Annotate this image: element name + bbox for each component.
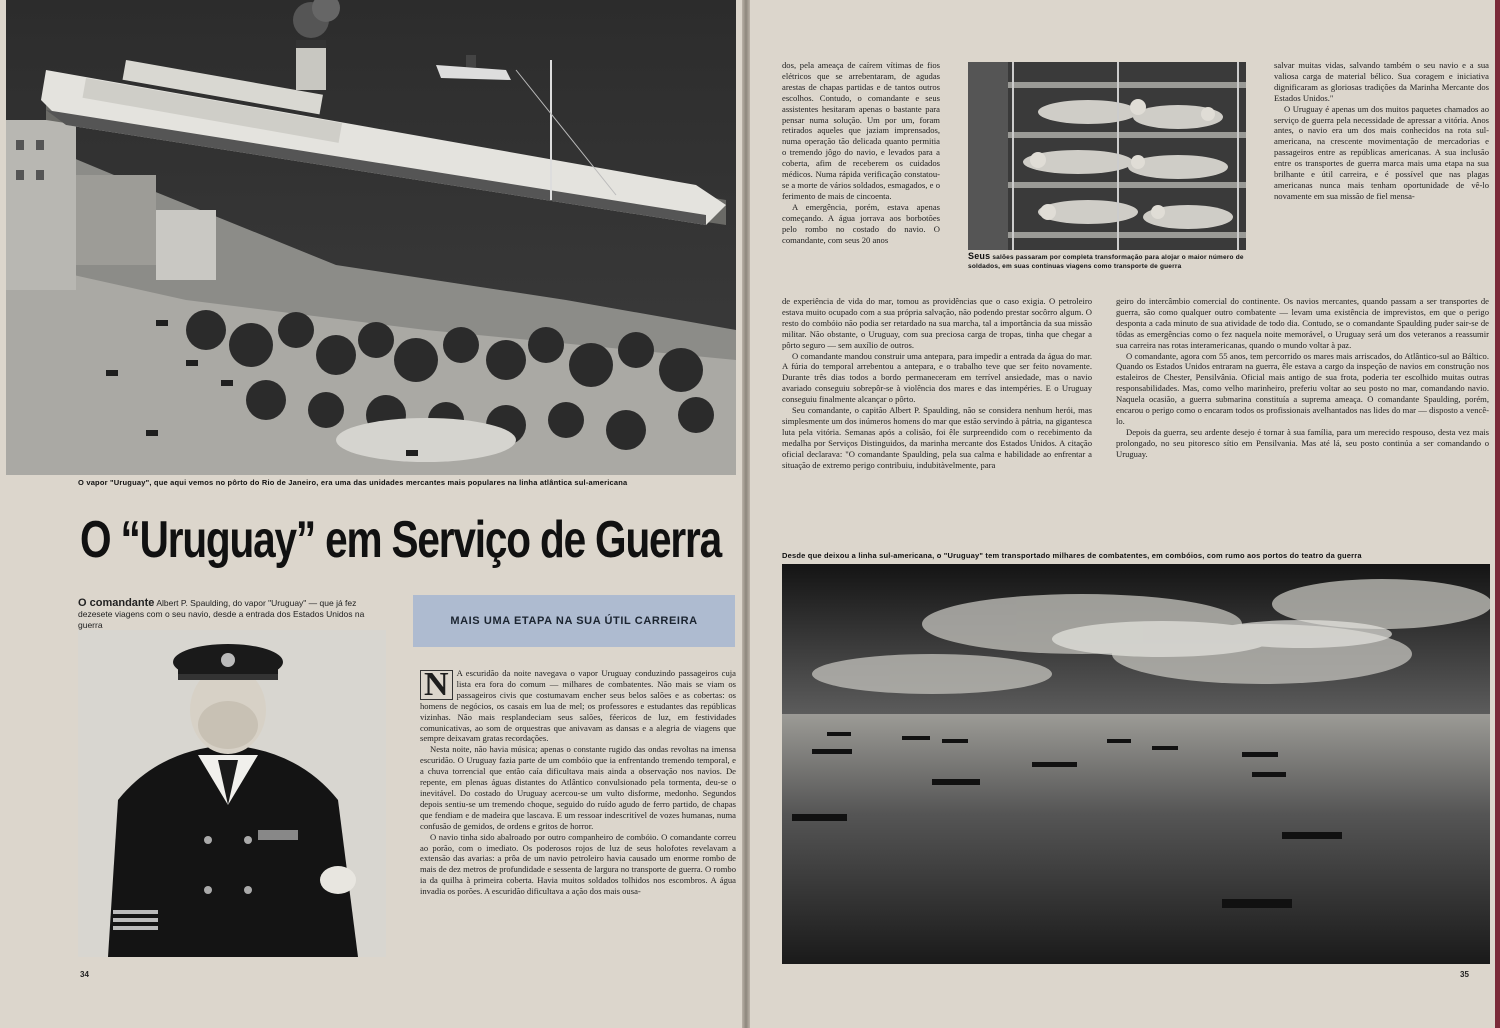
section-subhead: MAIS UMA ETAPA NA SUA ÚTIL CARREIRA — [450, 615, 698, 627]
article-column-right-lower: geiro do intercâmbio comercial do continente. Os navios mercantes, quando passam a ser transportes de guerra, são como qualquer outro combatente — levam uma existência de imprevistos, em que o perigo desponta a cada minuto de sua atividade de todo dia. Contudo, se o comandante Spaulding puder sair-se de tôdas as emergências como o fez naquela noite memorável, o Uruguay será um dos veteranos a reassumir sua carreira nas rotas interamericanas, quando o mundo voltar à paz. O comandante, agora com 55 anos, tem percorrido os mares mais arriscados, do Atlântico-sul ao Báltico. Quando os Estados Unidos entraram na guerra, êle estava a cargo da inspeção de navios em construção nos estaleiros de Chester, Pensilvânia. Oficial mais antigo de sua frota, poderia ter escolhido muitas outras responsabilidades. Mas, como velho marinheiro, preferiu voltar ao seu posto no mar, comandando navio. Naquela ocasião, a guerra submarina constituía a suprema ameaça. O comandante Spaulding, porém, encarou o perigo como o encaram todos os profissionais avelhantados nas lides do mar — disposto a vencê-lo. Depois da guerra, seu ardente desejo é tornar à sua família, para um merecido respouso, desta vez mais prolongado, no seu pitoresco sítio em Pensilvania. Mas até lá, seu posto continúa a ser comandando o Uruguay. — [1116, 296, 1489, 459]
portrait-caption — [78, 598, 388, 631]
article-column-right-upper: salvar muitas vidas, salvando também o seu navio e a sua valiosa carga de material bélico. Sua coragem e iniciativa dignificaram as gloriosas tradições da Marinha Mercante dos Estados Unidos." O Uruguay é apenas um dos muitos paquetes chamados ao serviço de guerra pela necessidade de apressar a vitória. Anos antes, o navio era um dos mais conhecidos na rota sul-americana, na crescente movimentação de mercadorias e passageiros entre as repúblicas americanas. A sua inclusão entre os transportes de guerra marca mais uma etapa na sua brilhante e útil carreira, e é possível que nas plagas americanas nunca mais tenham oportunidade de vê-lo novamente em sua missão de fiel mensa- — [1274, 60, 1489, 201]
top-photo-caption: O vapor "Uruguay", que aqui vemos no pôrto do Rio de Janeiro, era uma das unidades mercantes mais populares na linha atlântica sul-americana — [78, 478, 628, 487]
article-paragraph: Nesta noite, não havia música; apenas o constante rugido das ondas revoltas na imensa escuridão. O Uruguay fazia parte de um combóio que ia enfrentando tremendo temporal, e a chuva torrencial que então caía dificultava mais ainda a observação nos navios. De repente, em plenas águas distantes do Atlântico convulsionado pela tormenta, deu-se o inevitável. Do costado do Uruguay acercou-se um vulto disforme, medonho. Segundos depois sentiu-se um tremendo choque, seguido do ruído agudo de ferro partido, de chapas que fendiam e de madeira que lascava. E um ressoar indescritível de vozes humanas, numa confusão de gemidos, de ordens e gritos de horror. — [420, 744, 736, 831]
page-number-left: 34 — [80, 970, 89, 979]
bunks-caption-text: salões passaram por completa transformação para alojar o maior número de soldados, em suas contínuas viagens como transporte de guerra — [968, 254, 1244, 270]
portrait-caption-text: Albert P. Spaulding, do vapor "Uruguay" — que já fez dezesete viagens com o seu navio, desde a entrada dos Estados Unidos na guerra — [78, 598, 365, 630]
book-gutter — [742, 0, 750, 1028]
troop-bunks-photo — [968, 62, 1246, 250]
bunks-photo-caption — [968, 252, 1248, 271]
drop-cap: N — [420, 670, 453, 700]
article-headline: O “Uruguay” em Serviço de Guerra — [80, 511, 722, 569]
page-number-right: 35 — [1460, 970, 1469, 979]
section-subhead-box — [413, 595, 735, 647]
article-paragraph: N A escuridão da noite navegava o vapor Uruguay conduzindo passageiros cuja lista era fora do comum — milhares de combatentes. Não mais se viam os passageiros civis que costumavam encher seus belos salões e as cobertas: os homens de negócios, os casais em lua de mel; os professores e estudantes das repúblicas vizinhas. Não mais resplandeciam seus salões, féericos de luz, em festividades comunicativas, ao som de orquestras que anivavam as dansas e a alegria de viagens que sempre deixavam gratas recordações. — [420, 668, 736, 744]
article-column-center: de experiência de vida do mar, tomou as providências que o caso exigia. O petroleiro estava muito ocupado com a sua própria salvação, não podendo prestar socôrro algum. O resto do combóio não podia ser retardado na sua marcha, tal a importância da sua missão militar. Não obstante, o Uruguay, com sua preciosa carga de tropas, tinha que chegar a pôrto seguro — sem auxílio de outros. O comandante mandou construir uma antepara, para impedir a entrada da água do mar. A fúria do temporal arrebentou a antepara, e o trabalho teve que ser feito novamente. Durante três dias todos a bordo permaneceram em terrível ansiedade, mas o navio avariado conseguiu sobrepôr-se à violência dos mares e das intempéries. E o Uruguay conseguiu finalmente alcançar o pôrto. Seu comandante, o capitão Albert P. Spaulding, não se considera nenhum herói, mas simplesmente um dos inúmeros homens do mar que estão servindo à pátria, na gigantesca luta pela vitória. Semanas após a colisão, foi êle surpreendido com o recebimento da medalha por Serviços Distinguidos, da marinha mercante dos Estados Unidos. A citação oficial declarava: "O comandante Spaulding, pela sua calma e habilidade ao enfrentar a situação de extremo perigo contribuiu, indubitàvelmente, para — [782, 296, 1092, 470]
convoy-at-sea-photo — [782, 564, 1490, 964]
portrait-caption-lead: O comandante — [78, 597, 155, 609]
convoy-photo-caption: Desde que deixou a linha sul-americana, o "Uruguay" tem transportado milhares de combatentes, em combóios, com rumo aos portos do teatro da guerra — [782, 551, 1362, 560]
article-paragraph: O navio tinha sido abalroado por outro companheiro de combóio. O comandante correu ao porão, com o imediato. Os poderosos rojos de luz de seus holofotes revelavam a extensão das avarias: a prôa de um navio petroleiro havia causado um enorme rombo de mais de dez metros de profundidade e sessenta de largura no transporte de guerra. O rombo ia da quilha à primeira coberta. Havia muitos soldados tolhidos nos escombros. A água invadia os porões. A escuridão dificultava a ação dos mais ousa- — [420, 831, 736, 897]
bunks-caption-lead: Seus — [968, 251, 991, 261]
article-column-right-top: dos, pela ameaça de caírem vítimas de fios elétricos que se arrebentaram, de agudas arestas de chapas partidas e de tantos outros escolhos. Contudo, o comandante e seus assistentes hesitaram apenas o bastante para pensar numa solução. Um por um, foram retirados aqueles que jaziam imprensados, numa operação tão delicada quanto permitia o tremendo jôgo do navio, e levados para a coberta, afim de receberem os cuidados médicos. Numa rápida verificação constatou-se a morte de vários soldados, esmagados, e o ferimento de mais de cincoenta. A emergência, porém, estava apenas começando. A água jorrava aos borbotões pelo rombo no costado do navio. O comandante, com seus 20 anos — [782, 60, 940, 245]
captain-portrait-photo — [78, 630, 386, 957]
ship-in-harbor-photo — [6, 0, 736, 475]
article-column-left — [420, 668, 736, 968]
binding-edge — [1495, 0, 1500, 1028]
left-page — [0, 0, 742, 1028]
right-page — [750, 0, 1495, 1028]
